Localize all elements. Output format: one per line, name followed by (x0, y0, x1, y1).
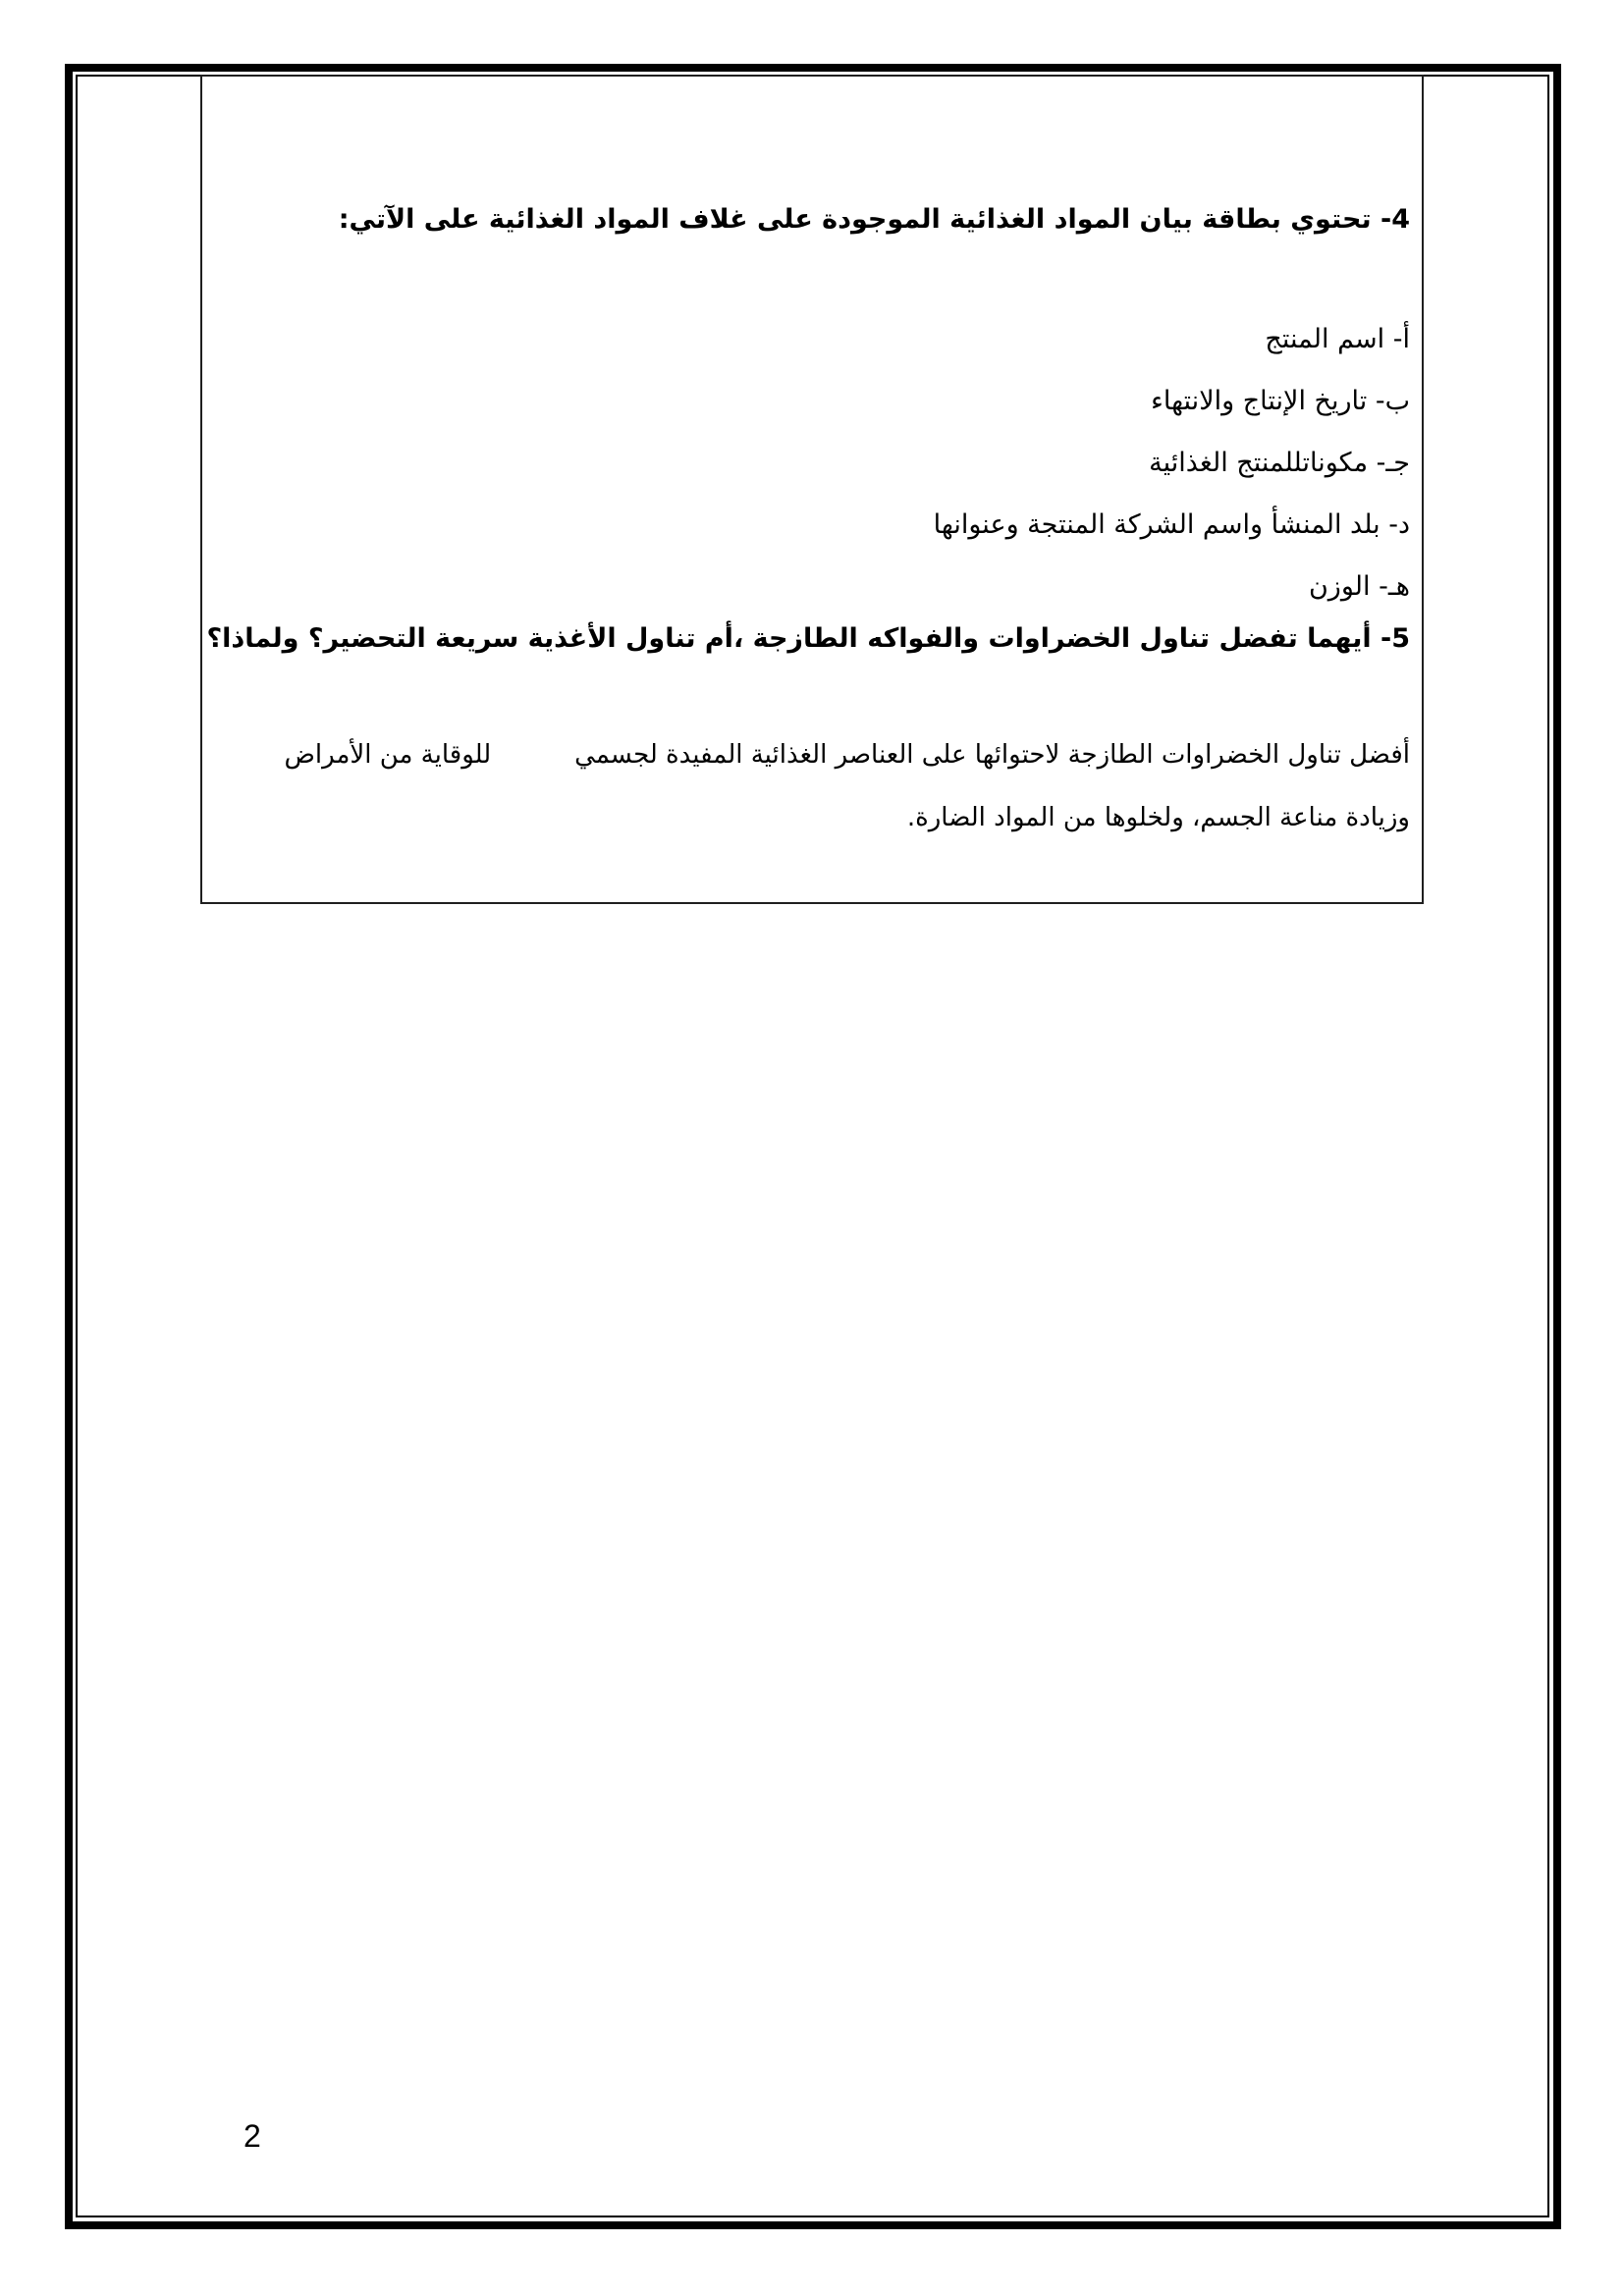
answer-line-1 (214, 723, 1410, 786)
answer-line-1-tail: للوقاية من الأمراض (284, 740, 492, 770)
answer-line-2: وزيادة مناعة الجسم، ولخلوها من المواد الضارة. (906, 803, 1410, 832)
list-item-j: جـ- مكوناتللمنتج الغذائية (1149, 448, 1410, 478)
list-item-b: ب- تاريخ الإنتاج والانتهاء (1151, 386, 1410, 416)
answer-paragraph (214, 723, 1410, 849)
content-box (200, 75, 1424, 904)
question-4-items-list (214, 308, 1410, 617)
page-number: 2 (244, 2118, 261, 2154)
answer-line-1-main: أفضل تناول الخضراوات الطازجة لاحتوائها على العناصر الغذائية المفيدة لجسمي (574, 740, 1410, 770)
question-4-heading: 4- تحتوي بطاقة بيان المواد الغذائية الموجودة على غلاف المواد الغذائية على الآتي: (338, 204, 1410, 235)
list-item-d: د- بلد المنشأ واسم الشركة المنتجة وعنوانها (933, 509, 1410, 540)
list-item-a: أ- اسم المنتج (1265, 324, 1410, 354)
question-5-heading: 5- أيهما تفضل تناول الخضراوات والفواكه الطازجة ،أم تناول الأغذية سريعة التحضير؟ ولماذا؟ (206, 623, 1410, 654)
list-item-h: هـ- الوزن (1308, 571, 1410, 602)
